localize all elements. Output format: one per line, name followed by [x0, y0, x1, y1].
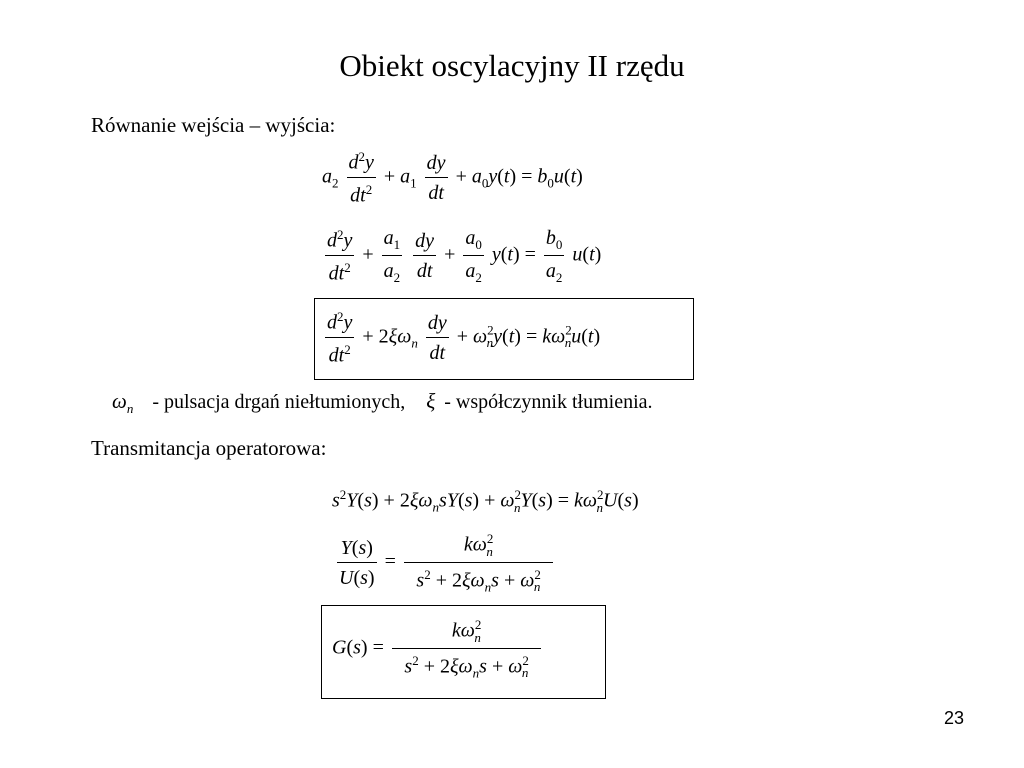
legend-line: [112, 389, 653, 417]
io-equation-label: Równanie wejścia – wyjścia:: [91, 113, 336, 137]
equation-laplace: $s^2Y(s) + 2\xi\omega_nsY(s) + \omega^2_nY(s) = k\omega^2_nU(s)$: [332, 487, 639, 515]
xi-description: - współczynnik tłumienia.: [444, 391, 653, 413]
slide-title: Obiekt oscylacyjny II rzędu: [339, 48, 685, 83]
equation-io-general: $a_2$ $\frac{d^2y}{dt^2}$ + $a_1$ $\frac{dy}{dt}$ + $a_0y(t) = b_0u(t)$: [322, 149, 583, 207]
page-number: 23: [943, 708, 964, 728]
equation-io-normalized: $\frac{d^2y}{dt^2}$ + $\frac{a_1}{a_2}$ $\frac{dy}{dt}$ + $\frac{a_0}{a_2}$ y(t) = $\frac{b_0}{a_2}$ u(t): [327, 227, 602, 285]
omega-description: - pulsacja drgań niełtumionych,: [152, 391, 406, 413]
omega-symbol: ω: [112, 389, 127, 413]
equation-transfer-function: G(s) = $\frac{k\omega^2_n}{s^2 + 2\xi\omega_ns + \omega^2_n}$: [332, 618, 544, 679]
transfer-label: Transmitancja operatorowa:: [91, 436, 327, 460]
equation-transfer-ratio: $\frac{Y(s)}{U(s)}$ = $\frac{k\omega^2_n}{s^2 + 2\xi\omega_ns + \omega^2_n}$: [334, 532, 556, 593]
equation-standard-form: $\frac{d^2y}{dt^2}$ + $2\xi\omega_n$ $\frac{dy}{dt}$ + $\omega^2_ny(t) = k\omega^2_nu(t)$: [327, 309, 601, 367]
omega-subscript: n: [126, 401, 134, 417]
xi-symbol: ξ: [426, 389, 436, 413]
